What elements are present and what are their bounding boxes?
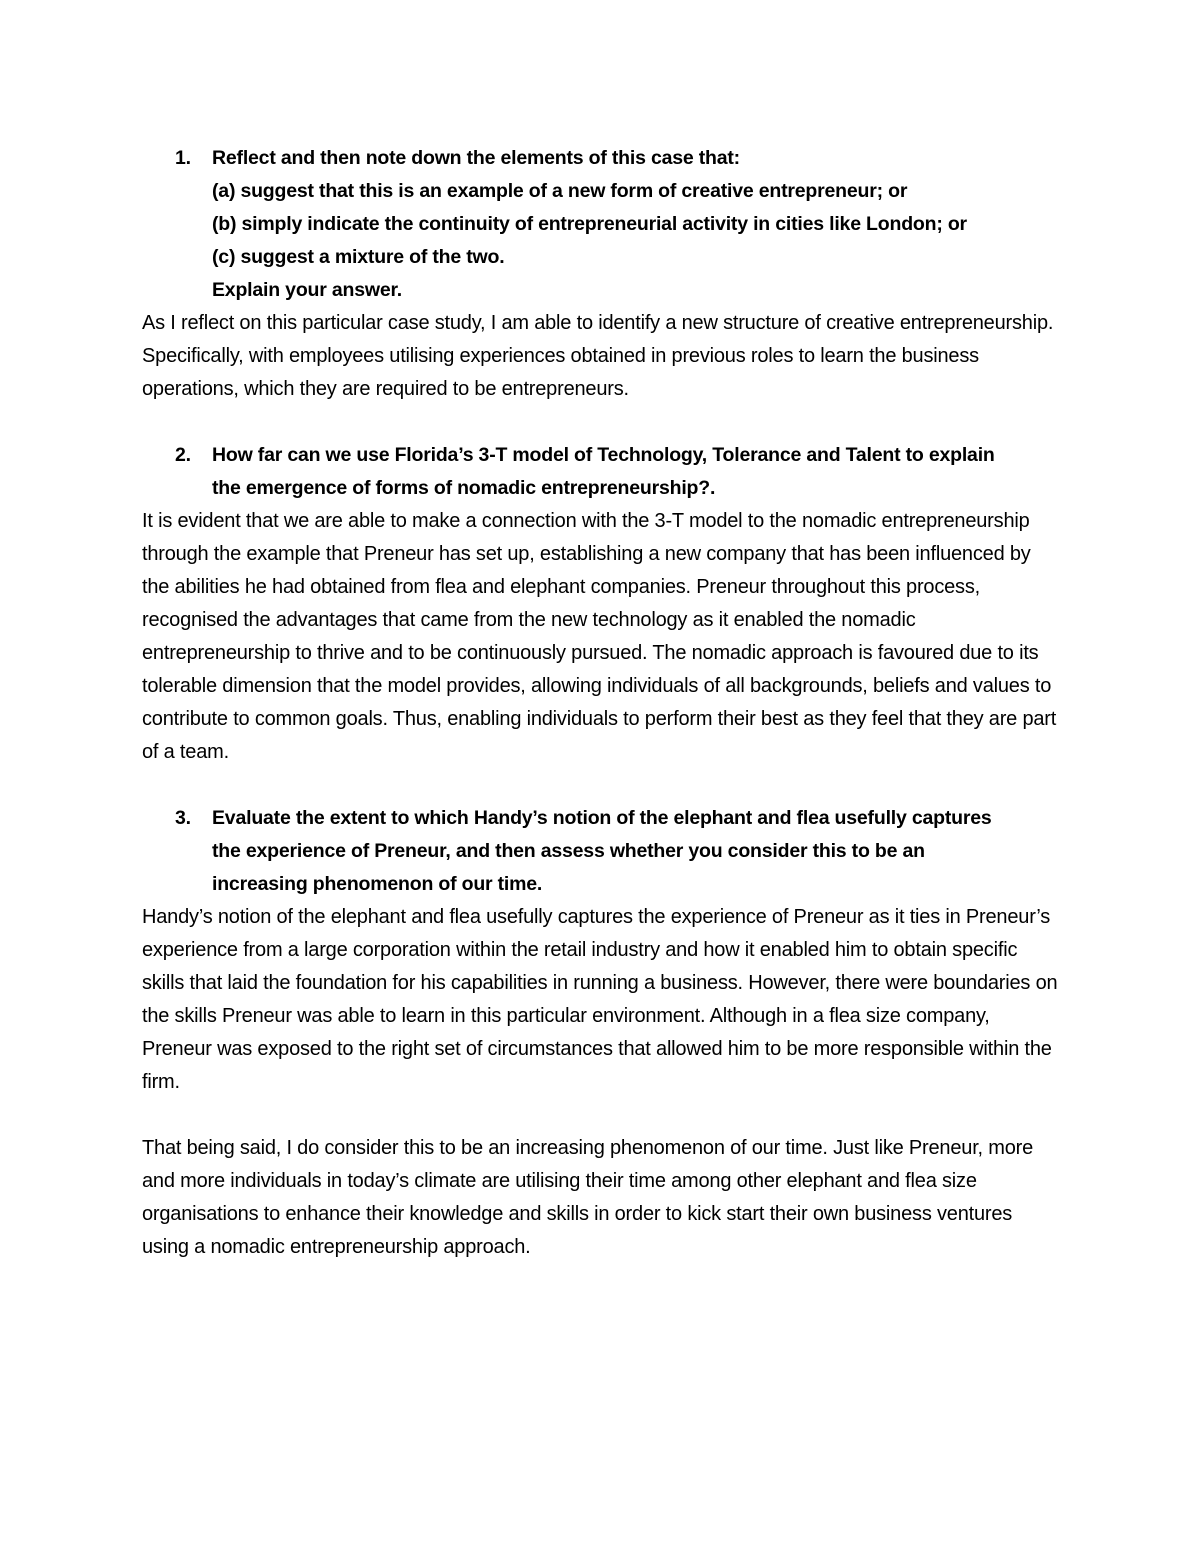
- paragraph-gap: [142, 406, 1062, 439]
- question-line: (a) suggest that this is an example of a new form of creative entrepreneur; or: [212, 180, 908, 202]
- answer-paragraph: Handy’s notion of the elephant and flea usefully captures the experience of Preneur as it ties in Preneur’s experience from a large corporation within the retail industry and how it enabled him to obtain specific skills that laid the foundation for his capabilities in running a business. However, there were boundaries on the skills Preneur was able to learn in this particular environment. Although in a flea size company, Preneur was exposed to the right set of circumstances that allowed him to be more responsible within the firm.: [142, 906, 1058, 1093]
- question-line: the experience of Preneur, and then assess whether you consider this to be an: [212, 840, 925, 862]
- question-1: [142, 142, 1062, 307]
- question-line: How far can we use Florida’s 3-T model of Technology, Tolerance and Talent to explain: [212, 444, 995, 466]
- paragraph-gap: [142, 1099, 1062, 1132]
- question-line: Evaluate the extent to which Handy’s notion of the elephant and flea usefully captures: [212, 807, 992, 829]
- question-number: 1.: [175, 147, 191, 169]
- answer-3: [142, 901, 1062, 1264]
- question-number: 3.: [175, 807, 191, 829]
- question-3: [142, 802, 1062, 901]
- question-line: increasing phenomenon of our time.: [212, 873, 543, 895]
- question-2: [142, 439, 1062, 505]
- answer-2: [142, 505, 1062, 769]
- question-line: (b) simply indicate the continuity of entrepreneurial activity in cities like London; or: [212, 213, 967, 235]
- question-line: Reflect and then note down the elements of this case that:: [212, 147, 740, 169]
- paragraph-gap: [142, 769, 1062, 802]
- answer-paragraph: It is evident that we are able to make a connection with the 3-T model to the nomadic entrepreneurship through the example that Preneur has set up, establishing a new company that has been influenced by the abilities he had obtained from flea and elephant companies. Preneur throughout this process, recognised the advantages that came from the new technology as it enabled the nomadic entrepreneurship to thrive and to be continuously pursued. The nomadic approach is favoured due to its tolerable dimension that the model provides, allowing individuals of all backgrounds, beliefs and values to contribute to common goals. Thus, enabling individuals to perform their best as they feel that they are part of a team.: [142, 510, 1057, 763]
- answer-paragraph: That being said, I do consider this to be an increasing phenomenon of our time. Just like Preneur, more and more individuals in today’s climate are utilising their time among other elephant and flea size organisations to enhance their knowledge and skills in order to kick start their own business ventures using a nomadic entrepreneurship approach.: [142, 1137, 1034, 1258]
- question-line: Explain your answer.: [212, 279, 402, 301]
- answer-1: [142, 307, 1062, 406]
- question-line: (c) suggest a mixture of the two.: [212, 246, 505, 268]
- question-line: the emergence of forms of nomadic entrepreneurship?.: [212, 477, 716, 499]
- document-body: [142, 142, 1062, 1264]
- question-number: 2.: [175, 444, 191, 466]
- answer-paragraph: As I reflect on this particular case study, I am able to identify a new structure of creative entrepreneurship. Specifically, with employees utilising experiences obtained in previous roles to learn the business operations, which they are required to be entrepreneurs.: [142, 312, 1054, 400]
